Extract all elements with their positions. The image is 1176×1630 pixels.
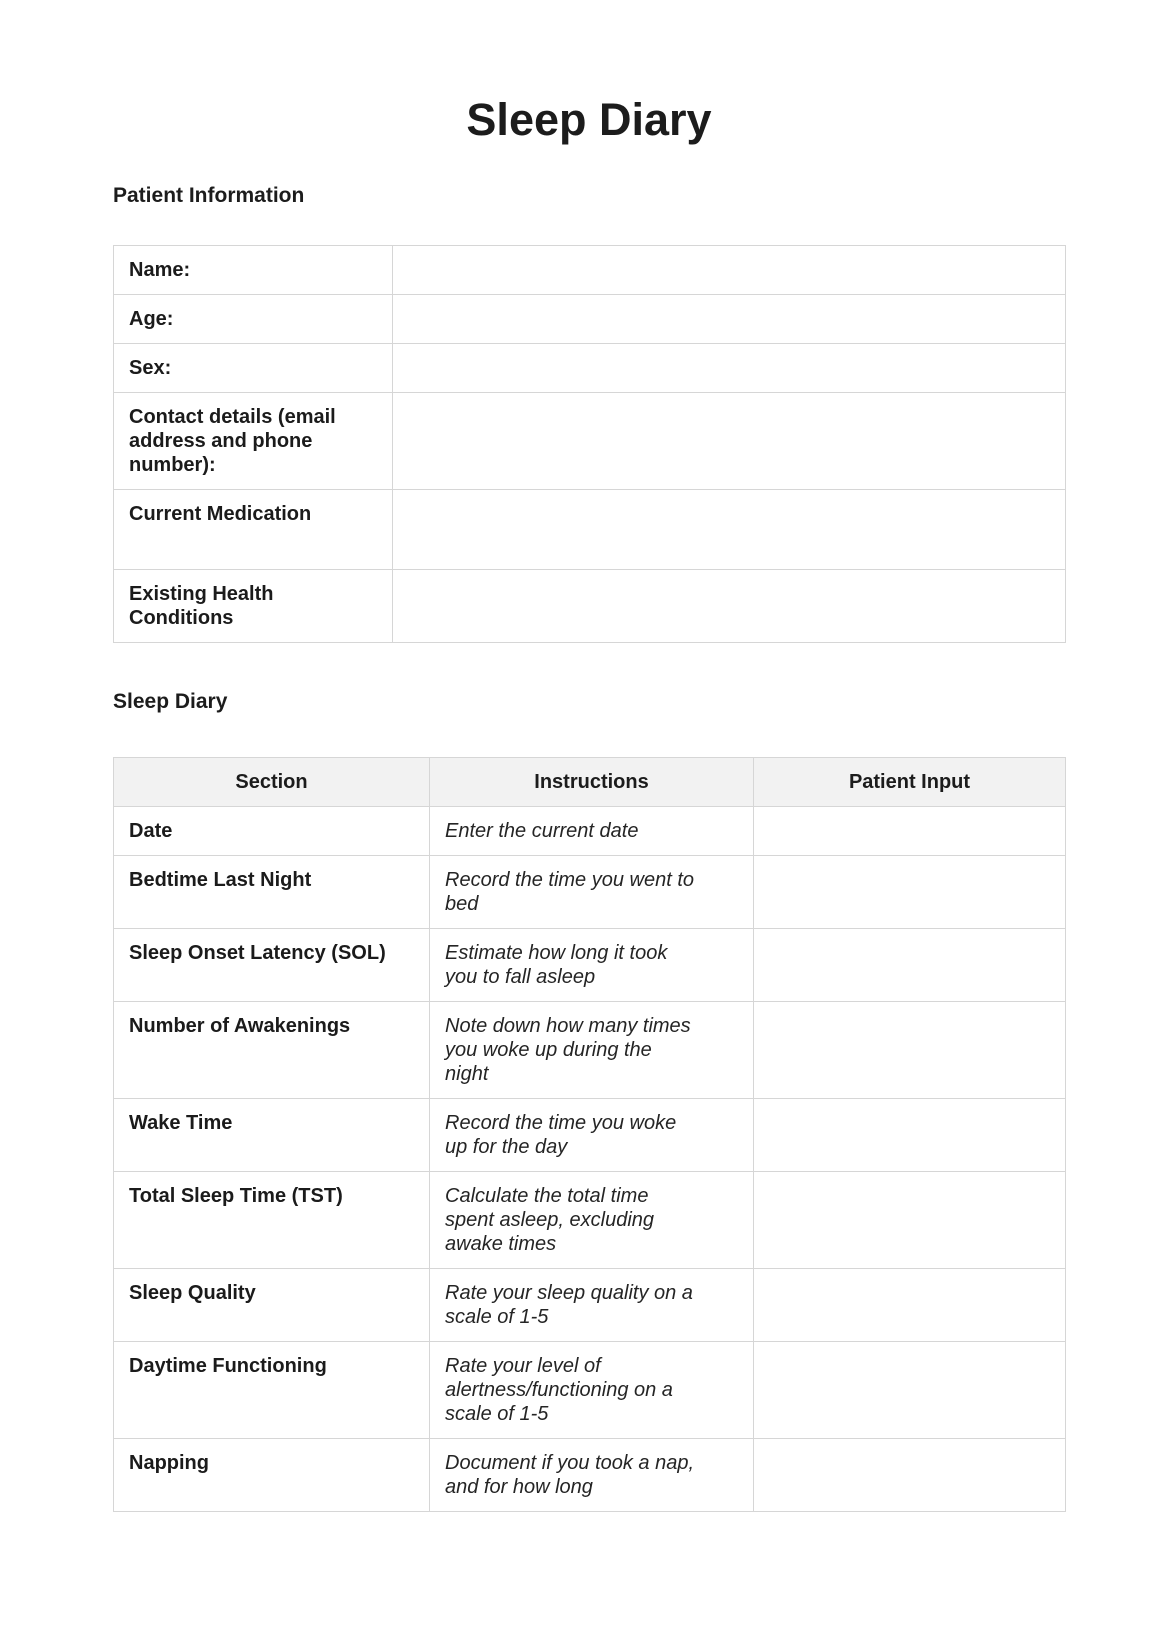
label-text: Name:	[129, 259, 191, 281]
column-header-patient-input: Patient Input	[754, 758, 1066, 807]
table-row	[114, 856, 1066, 929]
instructions-text: Calculate the total time spent asleep, excluding awake times	[445, 1185, 655, 1255]
section-text: Total Sleep Time (TST)	[129, 1185, 343, 1207]
patient-input-date[interactable]	[754, 807, 1066, 856]
patient-input-wake-time[interactable]	[754, 1099, 1066, 1172]
patient-input-daytime-functioning[interactable]	[754, 1342, 1066, 1439]
section-total-sleep-time	[114, 1172, 430, 1269]
patient-contact-field[interactable]	[393, 393, 1066, 490]
instructions-napping	[430, 1439, 754, 1512]
section-text: Daytime Functioning	[129, 1355, 327, 1377]
sleep-diary-heading: Sleep Diary	[113, 690, 228, 713]
patient-input-sleep-onset-latency[interactable]	[754, 929, 1066, 1002]
label-text: Existing Health Conditions	[129, 583, 274, 629]
patient-conditions-field[interactable]	[393, 570, 1066, 643]
instructions-text: Estimate how long it took you to fall asleep	[445, 942, 668, 988]
instructions-text: Record the time you went to bed	[445, 869, 695, 915]
table-row	[114, 246, 1066, 295]
patient-information-heading: Patient Information	[113, 184, 305, 207]
instructions-sleep-quality	[430, 1269, 754, 1342]
patient-conditions-label	[114, 570, 393, 643]
patient-input-napping[interactable]	[754, 1439, 1066, 1512]
table-row	[114, 1099, 1066, 1172]
table-row	[114, 344, 1066, 393]
patient-input-awakenings[interactable]	[754, 1002, 1066, 1099]
patient-information-table	[113, 245, 1066, 643]
patient-contact-label	[114, 393, 393, 490]
table-row	[114, 1002, 1066, 1099]
instructions-bedtime	[430, 856, 754, 929]
patient-name-label	[114, 246, 393, 295]
column-header-instructions: Instructions	[430, 758, 754, 807]
table-row	[114, 1342, 1066, 1439]
instructions-date	[430, 807, 754, 856]
instructions-sleep-onset-latency	[430, 929, 754, 1002]
section-napping	[114, 1439, 430, 1512]
table-row	[114, 929, 1066, 1002]
table-row	[114, 295, 1066, 344]
patient-input-sleep-quality[interactable]	[754, 1269, 1066, 1342]
instructions-text: Record the time you woke up for the day	[445, 1112, 677, 1158]
section-text: Sleep Quality	[129, 1282, 256, 1304]
section-date	[114, 807, 430, 856]
sleep-diary-table	[113, 757, 1066, 1512]
instructions-wake-time	[430, 1099, 754, 1172]
patient-age-label	[114, 295, 393, 344]
instructions-text: Note down how many times you woke up during the night	[445, 1015, 691, 1085]
patient-age-field[interactable]	[393, 295, 1066, 344]
patient-medication-field[interactable]	[393, 490, 1066, 570]
instructions-awakenings	[430, 1002, 754, 1099]
label-text: Contact details (email address and phone number):	[129, 406, 336, 476]
table-row	[114, 807, 1066, 856]
patient-name-field[interactable]	[393, 246, 1066, 295]
patient-input-total-sleep-time[interactable]	[754, 1172, 1066, 1269]
section-text: Number of Awakenings	[129, 1015, 351, 1037]
section-text: Napping	[129, 1452, 209, 1474]
section-sleep-onset-latency	[114, 929, 430, 1002]
instructions-text: Document if you took a nap, and for how long	[445, 1452, 695, 1498]
section-text: Bedtime Last Night	[129, 869, 312, 891]
table-row	[114, 490, 1066, 570]
instructions-daytime-functioning	[430, 1342, 754, 1439]
patient-medication-label	[114, 490, 393, 570]
label-text: Age:	[129, 308, 174, 330]
instructions-text: Enter the current date	[445, 820, 639, 842]
section-wake-time	[114, 1099, 430, 1172]
section-sleep-quality	[114, 1269, 430, 1342]
table-row	[114, 570, 1066, 643]
patient-sex-field[interactable]	[393, 344, 1066, 393]
table-row	[114, 1439, 1066, 1512]
section-bedtime	[114, 856, 430, 929]
table-header-row	[114, 758, 1066, 807]
table-row	[114, 1172, 1066, 1269]
section-daytime-functioning	[114, 1342, 430, 1439]
instructions-total-sleep-time	[430, 1172, 754, 1269]
instructions-text: Rate your sleep quality on a scale of 1-5	[445, 1282, 693, 1328]
section-awakenings	[114, 1002, 430, 1099]
column-header-section: Section	[114, 758, 430, 807]
table-row	[114, 1269, 1066, 1342]
patient-input-bedtime[interactable]	[754, 856, 1066, 929]
table-row	[114, 393, 1066, 490]
patient-sex-label	[114, 344, 393, 393]
section-text: Date	[129, 820, 173, 842]
label-text: Sex:	[129, 357, 172, 379]
instructions-text: Rate your level of alertness/functioning on a scale of 1-5	[445, 1355, 673, 1425]
section-text: Sleep Onset Latency (SOL)	[129, 942, 386, 964]
page-title: Sleep Diary	[466, 94, 712, 145]
section-text: Wake Time	[129, 1112, 233, 1134]
label-text: Current Medication	[129, 503, 312, 525]
